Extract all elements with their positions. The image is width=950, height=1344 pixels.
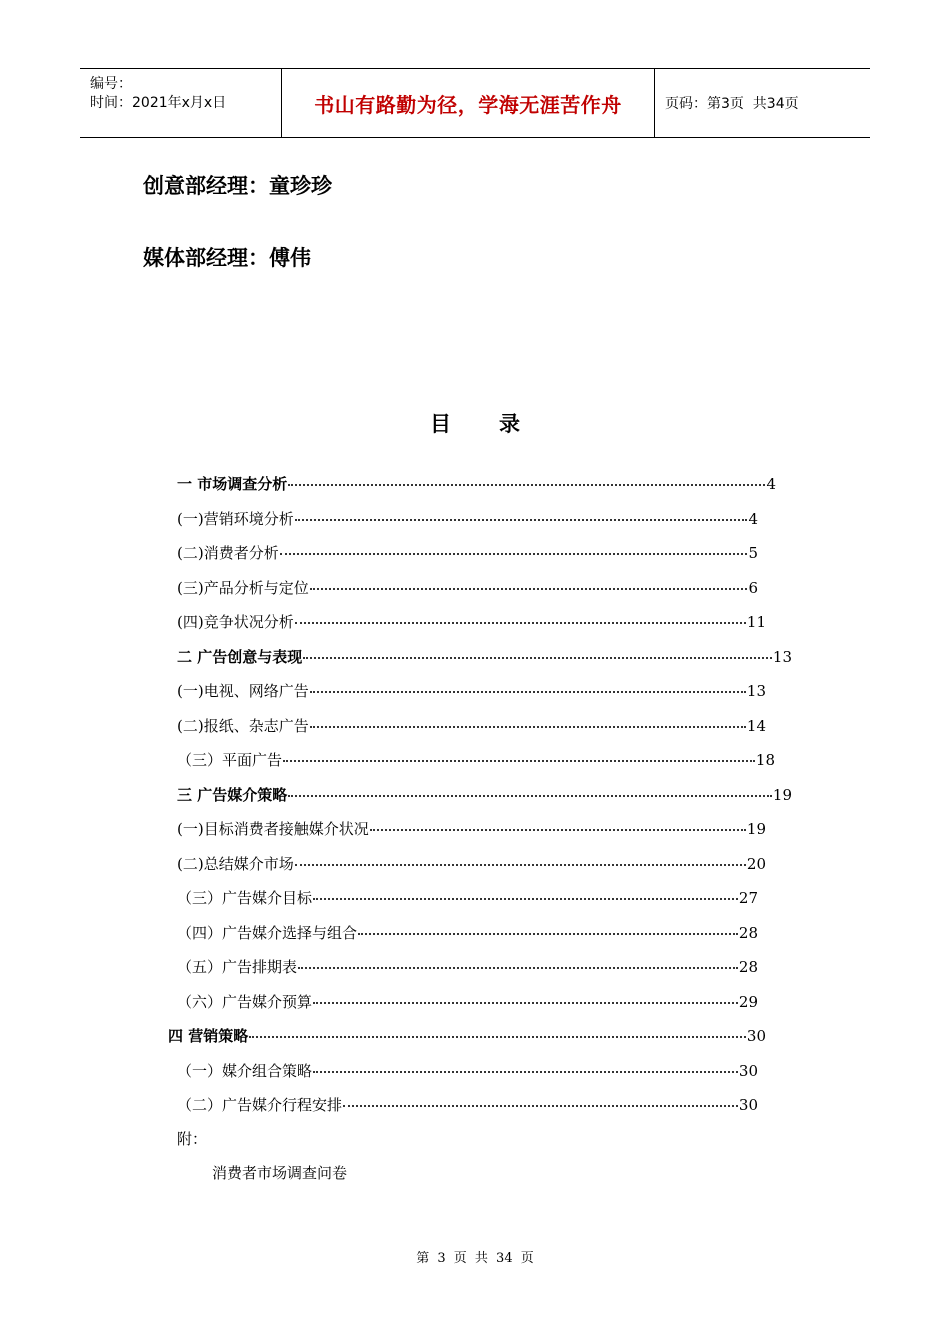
toc-entry-title: (二)报纸、杂志广告: [177, 716, 309, 735]
toc-entry-title: (一)营销环境分析: [177, 509, 294, 528]
toc-entry-page: 6: [748, 578, 758, 597]
toc-entry: [177, 679, 766, 701]
toc-entry: [177, 886, 758, 908]
toc-entry-title: （六）广告媒介预算: [177, 992, 313, 1011]
toc-dot-leader: [310, 711, 746, 728]
toc-entry-title: (三)产品分析与定位: [177, 578, 309, 597]
toc-entry-page: 30: [738, 1061, 758, 1080]
toc-entry: [177, 472, 776, 494]
toc-dot-leader: [303, 642, 772, 659]
toc-entry-title: （五）广告排期表: [177, 958, 298, 976]
header-meta-cell: [80, 69, 281, 137]
toc-entry: [177, 541, 758, 563]
toc-dot-leader: [358, 918, 738, 935]
toc-entry: [177, 645, 792, 667]
toc-dot-leader: [298, 952, 738, 969]
toc-dot-leader: [370, 814, 746, 831]
creative-manager: 创意部经理：童珍珍: [143, 174, 332, 198]
toc-dot-leader: [295, 504, 748, 521]
toc-entry: [177, 1059, 758, 1081]
toc-entry-page: 13: [746, 682, 766, 700]
toc-entry-page: 11: [746, 613, 766, 631]
toc-entry: [177, 817, 766, 839]
toc-entry: [177, 748, 775, 770]
toc-dot-leader: [283, 745, 755, 762]
header-motto: 书山有路勤为径，学海无涯苦作舟: [281, 69, 655, 137]
toc-entry: [177, 507, 758, 529]
toc-entry: [177, 714, 766, 736]
toc-entry-title: 一 市场调查分析: [177, 475, 288, 493]
toc-entry-title: （一）媒介组合策略: [177, 1061, 313, 1080]
toc-entry-title: （三）平面广告: [177, 751, 283, 769]
toc-entry: [177, 576, 758, 598]
toc-entry: [177, 1093, 758, 1115]
appendix-item: 消费者市场调查问卷: [212, 1164, 348, 1182]
toc-dot-leader: [310, 676, 746, 693]
header-page-info: 页码：第3页 共34页: [665, 96, 799, 112]
number-label: 编号：: [90, 76, 132, 92]
toc-title: 目录: [430, 412, 568, 436]
toc-entry-page: 19: [772, 785, 792, 804]
toc-entry-title: 二 广告创意与表现: [177, 647, 303, 666]
toc-entry-page: 13: [772, 647, 792, 666]
toc-dot-leader: [280, 538, 748, 555]
toc-entry: [177, 610, 766, 632]
toc-entry: [177, 783, 792, 805]
toc-entry-page: 27: [738, 889, 758, 907]
toc-dot-leader: [313, 1056, 738, 1073]
toc-entry-title: (二)消费者分析: [177, 544, 279, 562]
toc-dot-leader: [295, 607, 746, 624]
toc-entry: [177, 955, 758, 977]
toc-entry-title: （三）广告媒介目标: [177, 889, 313, 907]
toc-entry-title: (四)竞争状况分析: [177, 613, 294, 631]
toc-entry-page: 30: [746, 1027, 766, 1045]
appendix-label: 附：: [177, 1130, 208, 1148]
toc-entry-page: 5: [748, 544, 758, 562]
toc-entry-title: (二)总结媒介市场: [177, 854, 294, 873]
toc-entry-title: (一)电视、网络广告: [177, 682, 309, 700]
toc-entry-title: 四 营销策略: [168, 1027, 249, 1045]
toc-entry: [177, 921, 758, 943]
toc-entry-title: （四）广告媒介选择与组合: [177, 923, 358, 942]
toc-dot-leader: [313, 883, 738, 900]
time-label: 时间：2021年x月x日: [90, 95, 227, 111]
toc-dot-leader: [310, 573, 748, 590]
toc-dot-leader: [288, 469, 765, 486]
toc-entry-page: 28: [738, 958, 758, 976]
toc-entry-page: 29: [738, 992, 758, 1011]
page-header: [80, 68, 870, 138]
toc-entry: [177, 852, 766, 874]
toc-entry-page: 19: [746, 820, 766, 838]
toc-dot-leader: [249, 1021, 746, 1038]
toc-entry-page: 14: [746, 716, 766, 735]
toc-dot-leader: [288, 780, 772, 797]
toc-dot-leader: [343, 1090, 738, 1107]
toc-dot-leader: [313, 987, 738, 1004]
toc-entry-title: (一)目标消费者接触媒介状况: [177, 820, 369, 838]
toc-entry-page: 18: [755, 751, 775, 769]
toc-entry-page: 4: [748, 509, 758, 528]
toc-entry-page: 4: [766, 475, 776, 493]
toc-entry: [177, 990, 758, 1012]
toc-entry-page: 20: [746, 854, 766, 873]
toc-entry-title: （二）广告媒介行程安排: [177, 1096, 343, 1114]
toc-entry-page: 30: [738, 1096, 758, 1114]
toc-entry-page: 28: [738, 923, 758, 942]
page-footer: 第 3 页 共 34 页: [416, 1251, 534, 1266]
toc-entry-title: 三 广告媒介策略: [177, 785, 288, 804]
media-manager: 媒体部经理：傅伟: [143, 246, 311, 270]
toc-entry: [168, 1024, 766, 1046]
toc-dot-leader: [295, 849, 746, 866]
